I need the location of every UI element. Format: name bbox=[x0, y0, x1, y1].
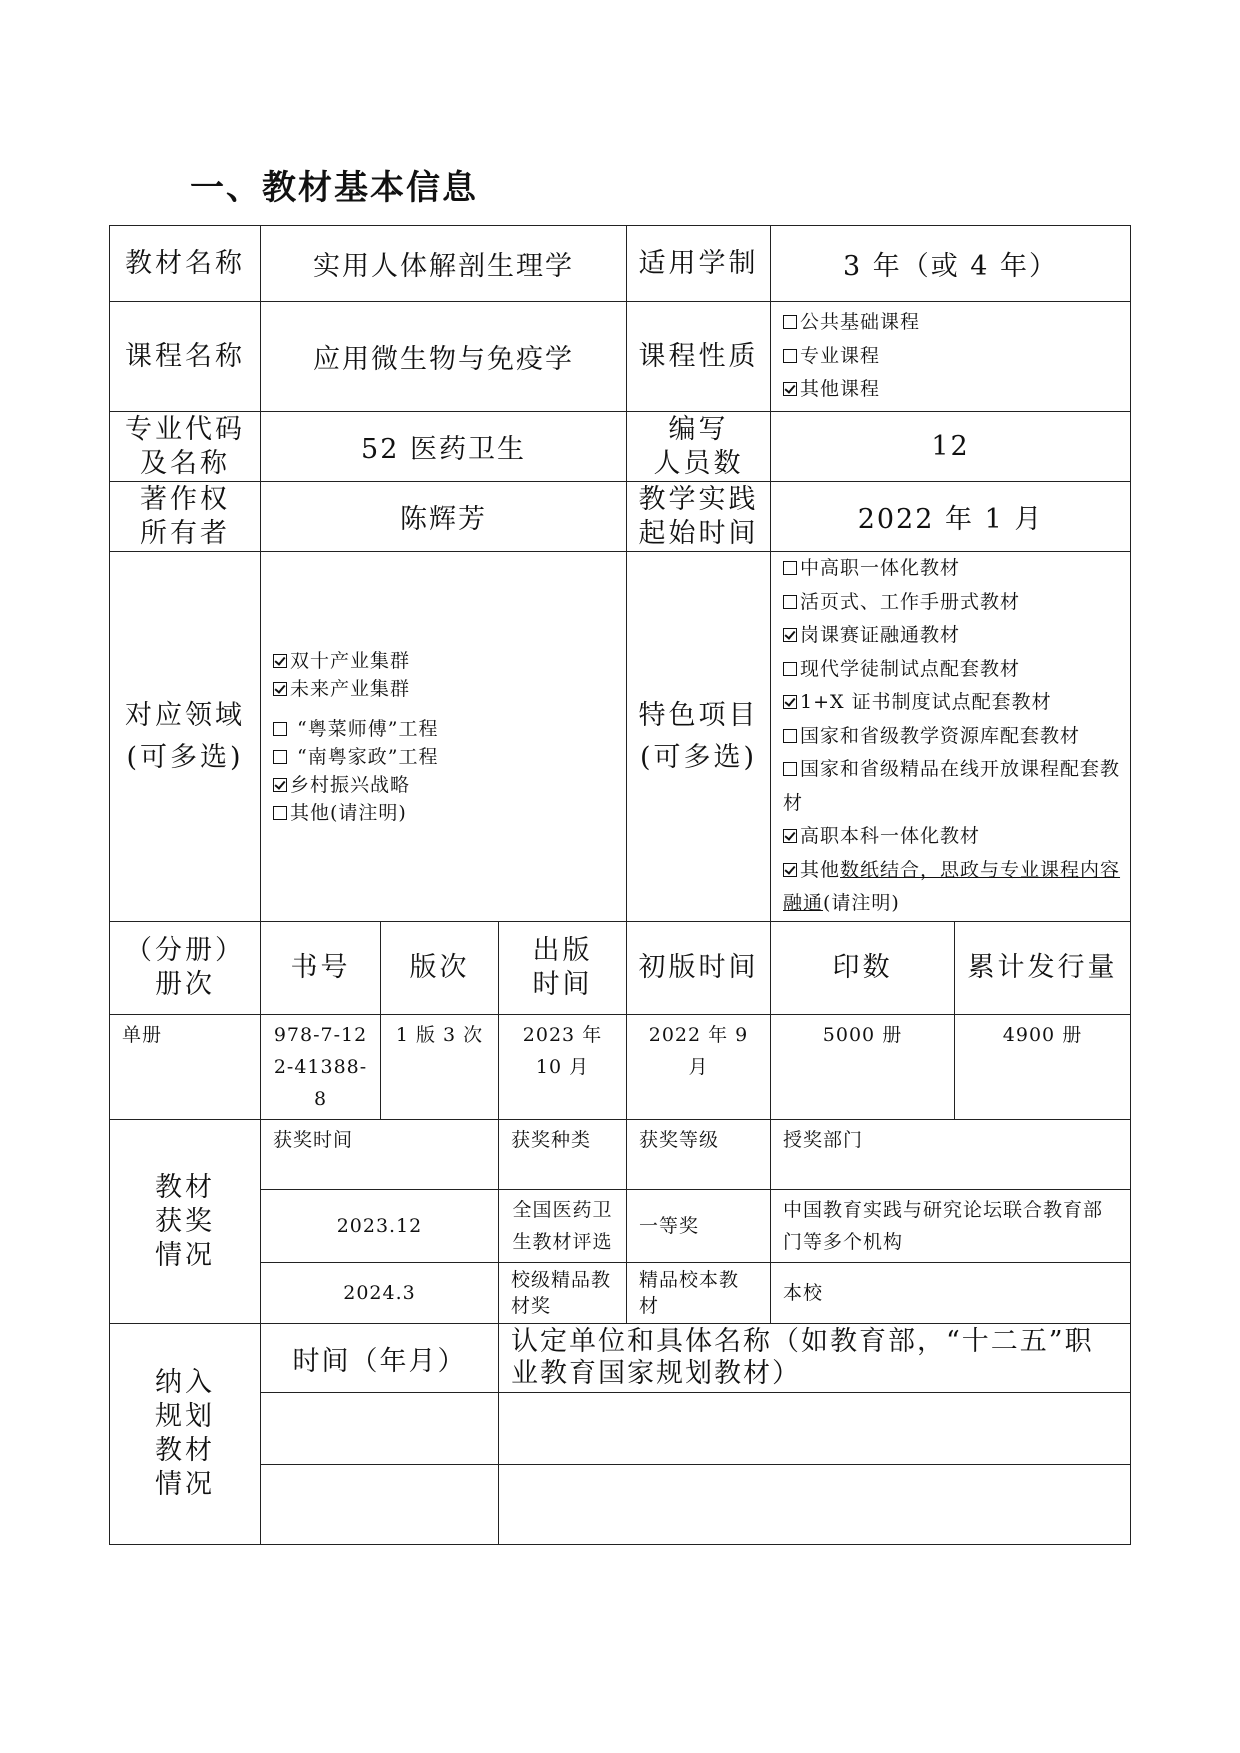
award-level-value: 一等奖 bbox=[627, 1190, 771, 1263]
award-type-header: 获奖种类 bbox=[499, 1120, 627, 1190]
feature-option[interactable]: 国家和省级精品在线开放课程配套教材 bbox=[783, 758, 1121, 814]
planning-time-header: 时间（年月） bbox=[261, 1324, 499, 1393]
authors-count-label: 编写 人员数 bbox=[627, 412, 771, 482]
planning-time-cell[interactable] bbox=[261, 1393, 499, 1465]
copyright-owner-label: 著作权 所有者 bbox=[110, 482, 261, 552]
checkbox-checked-icon[interactable] bbox=[783, 628, 797, 642]
major-code-label: 专业代码 及名称 bbox=[110, 412, 261, 482]
planning-time-cell[interactable] bbox=[261, 1465, 499, 1545]
field-label: 对应领域 (可多选) bbox=[110, 552, 261, 922]
course-nature-option[interactable]: 公共基础课程 bbox=[783, 306, 1130, 340]
feature-options bbox=[771, 552, 1131, 922]
first-edition-value: 2022 年 9 月 bbox=[627, 1015, 771, 1120]
field-option[interactable]: 乡村振兴战略 bbox=[273, 771, 626, 799]
textbook-name-value: 实用人体解剖生理学 bbox=[261, 226, 627, 302]
course-nature-option[interactable]: 其他课程 bbox=[783, 373, 1130, 407]
award-dept-value: 中国教育实践与研究论坛联合教育部门等多个机构 bbox=[771, 1190, 1131, 1263]
edition-value: 1 版 3 次 bbox=[381, 1015, 499, 1120]
planning-label: 纳入规划教材情况 bbox=[110, 1324, 261, 1545]
practice-start-value: 2022 年 1 月 bbox=[771, 482, 1131, 552]
checkbox-icon[interactable] bbox=[783, 315, 797, 329]
course-nature-label: 课程性质 bbox=[627, 302, 771, 412]
field-option[interactable]: “南粤家政”工程 bbox=[273, 743, 626, 771]
authors-count-value: 12 bbox=[771, 412, 1131, 482]
checkbox-checked-icon[interactable] bbox=[783, 863, 797, 877]
school-system-label: 适用学制 bbox=[627, 226, 771, 302]
section-heading: 一、教材基本信息 bbox=[190, 168, 478, 208]
feature-label: 特色项目 (可多选) bbox=[627, 552, 771, 922]
pub-time-header: 出版 时间 bbox=[499, 922, 627, 1015]
checkbox-icon[interactable] bbox=[783, 762, 797, 776]
total-issue-value: 4900 册 bbox=[955, 1015, 1131, 1120]
feature-option[interactable]: 1+X 证书制度试点配套教材 bbox=[783, 686, 1120, 720]
isbn-header: 书号 bbox=[261, 922, 381, 1015]
checkbox-checked-icon[interactable] bbox=[783, 695, 797, 709]
textbook-info-table bbox=[109, 225, 1131, 1545]
checkbox-icon[interactable] bbox=[273, 750, 287, 764]
field-options bbox=[261, 552, 627, 922]
planning-desc-cell[interactable] bbox=[499, 1465, 1131, 1545]
pub-time-value: 2023 年 10 月 bbox=[499, 1015, 627, 1120]
award-level-header: 获奖等级 bbox=[627, 1120, 771, 1190]
feature-option[interactable]: 现代学徒制试点配套教材 bbox=[783, 653, 1120, 687]
award-type-value: 校级精品教材奖 bbox=[499, 1263, 627, 1324]
first-edition-header: 初版时间 bbox=[627, 922, 771, 1015]
field-option[interactable]: 双十产业集群 bbox=[273, 647, 626, 675]
award-time-value: 2024.3 bbox=[261, 1263, 499, 1324]
major-code-value: 52 医药卫生 bbox=[261, 412, 627, 482]
award-time-header: 获奖时间 bbox=[261, 1120, 499, 1190]
practice-start-label: 教学实践 起始时间 bbox=[627, 482, 771, 552]
checkbox-checked-icon[interactable] bbox=[273, 778, 287, 792]
edition-header: 版次 bbox=[381, 922, 499, 1015]
textbook-name-label: 教材名称 bbox=[110, 226, 261, 302]
checkbox-icon[interactable] bbox=[783, 729, 797, 743]
course-nature-option[interactable]: 专业课程 bbox=[783, 340, 1130, 374]
feature-option[interactable]: 岗课赛证融通教材 bbox=[783, 619, 1120, 653]
field-option[interactable]: “粤菜师傅”工程 bbox=[273, 715, 626, 743]
print-run-header: 印数 bbox=[771, 922, 955, 1015]
school-system-value: 3 年（或 4 年） bbox=[771, 226, 1131, 302]
print-run-value: 5000 册 bbox=[771, 1015, 955, 1120]
award-level-value: 精品校本教材 bbox=[627, 1263, 771, 1324]
copyright-owner-value: 陈辉芳 bbox=[261, 482, 627, 552]
volume-value: 单册 bbox=[110, 1015, 261, 1120]
field-option[interactable]: 未来产业集群 bbox=[273, 675, 626, 703]
course-nature-options bbox=[771, 302, 1131, 412]
checkbox-checked-icon[interactable] bbox=[783, 829, 797, 843]
checkbox-icon[interactable] bbox=[783, 662, 797, 676]
volume-header: （分册） 册次 bbox=[110, 922, 261, 1015]
checkbox-icon[interactable] bbox=[783, 595, 797, 609]
field-option[interactable]: 其他(请注明) bbox=[273, 799, 626, 827]
feature-option[interactable]: 活页式、工作手册式教材 bbox=[783, 586, 1120, 620]
award-type-value: 全国医药卫生教材评选 bbox=[499, 1190, 627, 1263]
award-time-value: 2023.12 bbox=[261, 1190, 499, 1263]
award-dept-value: 本校 bbox=[771, 1263, 1131, 1324]
feature-other-note: 数纸结合，思政与专业课程内容融通 bbox=[783, 858, 1121, 915]
checkbox-checked-icon[interactable] bbox=[273, 682, 287, 696]
isbn-value: 978-7-122-41388-8 bbox=[261, 1015, 381, 1120]
checkbox-checked-icon[interactable] bbox=[783, 382, 797, 396]
award-dept-header: 授奖部门 bbox=[771, 1120, 1131, 1190]
checkbox-icon[interactable] bbox=[273, 722, 287, 736]
feature-option[interactable]: 国家和省级教学资源库配套教材 bbox=[783, 720, 1120, 754]
feature-option[interactable]: 高职本科一体化教材 bbox=[783, 820, 1120, 854]
course-name-value: 应用微生物与免疫学 bbox=[261, 302, 627, 412]
course-name-label: 课程名称 bbox=[110, 302, 261, 412]
awards-label: 教材获奖情况 bbox=[110, 1120, 261, 1324]
checkbox-icon[interactable] bbox=[783, 349, 797, 363]
feature-option-other[interactable]: 其他数纸结合，思政与专业课程内容融通(请注明) bbox=[783, 858, 1121, 915]
checkbox-checked-icon[interactable] bbox=[273, 654, 287, 668]
planning-desc-cell[interactable] bbox=[499, 1393, 1131, 1465]
planning-desc-header: 认定单位和具体名称（如教育部，“十二五”职业教育国家规划教材） bbox=[499, 1324, 1131, 1393]
total-issue-header: 累计发行量 bbox=[955, 922, 1131, 1015]
feature-option[interactable]: 中高职一体化教材 bbox=[783, 552, 1120, 586]
checkbox-icon[interactable] bbox=[273, 806, 287, 820]
checkbox-icon[interactable] bbox=[783, 561, 797, 575]
